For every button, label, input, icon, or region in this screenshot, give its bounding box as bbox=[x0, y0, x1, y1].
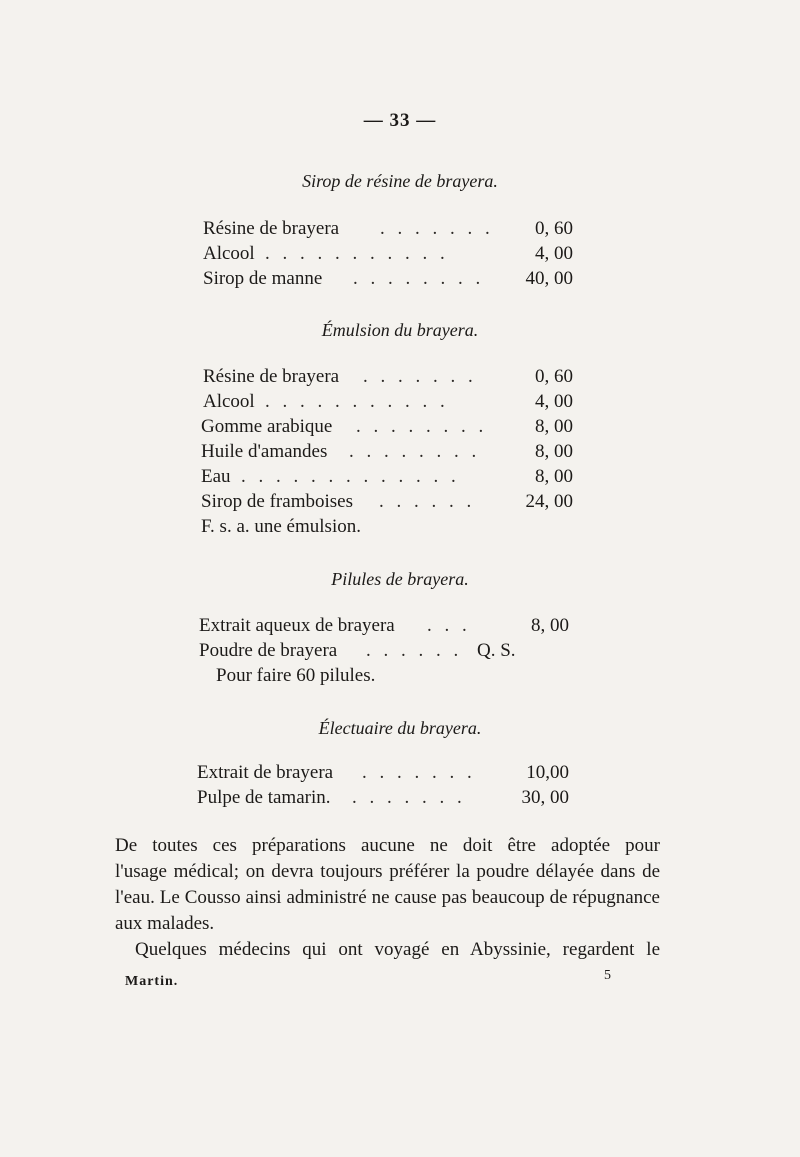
ingredient-amount: 24, 00 bbox=[525, 491, 573, 512]
text-line: Quelques médecins qui ont voyagé en Abyssinie, regardent le bbox=[135, 939, 660, 960]
section-title-emulsion: Émulsion du brayera. bbox=[321, 320, 479, 340]
section-title-electuaire: Électuaire du brayera. bbox=[318, 718, 482, 738]
body-paragraph bbox=[135, 937, 660, 963]
ingredient-name: Huile d'amandes bbox=[201, 441, 328, 462]
text-line: aux malades. bbox=[115, 913, 215, 934]
ingredient-name: Extrait de brayera bbox=[197, 762, 334, 783]
dot-leader: . . . . . . . bbox=[362, 762, 476, 783]
section-title-sirop: Sirop de résine de brayera. bbox=[302, 171, 498, 191]
text-line: l'eau. Le Cousso ainsi administré ne cause pas beaucoup de répugnance bbox=[115, 887, 660, 908]
signature-mark: 5 bbox=[604, 968, 611, 983]
ingredient-amount: 4, 00 bbox=[535, 391, 573, 412]
section-title-pilules: Pilules de brayera. bbox=[331, 569, 469, 589]
ingredient-name: Alcool bbox=[203, 391, 255, 412]
ingredient-name: Résine de brayera bbox=[203, 218, 340, 239]
ingredient-amount: 8, 00 bbox=[531, 615, 569, 636]
ingredient-name: Résine de brayera bbox=[203, 366, 340, 387]
ingredient-name: Alcool bbox=[203, 243, 255, 264]
dot-leader: . . . . . . . . . . . . . bbox=[241, 466, 460, 487]
ingredient-name: Pulpe de tamarin. bbox=[197, 787, 331, 808]
ingredient-name: Sirop de manne bbox=[203, 268, 323, 289]
recipe-row bbox=[197, 762, 569, 788]
recipe-row bbox=[203, 366, 573, 392]
dot-leader: . . . bbox=[427, 615, 471, 636]
ingredient-amount: 8, 00 bbox=[535, 416, 573, 437]
text-line: De toutes ces préparations aucune ne doit être adoptée pour bbox=[115, 835, 660, 856]
preparation-note: Pour faire 60 pilules. bbox=[216, 665, 376, 686]
ingredient-amount: 4, 00 bbox=[535, 243, 573, 264]
ingredient-amount: 30, 00 bbox=[521, 787, 569, 808]
body-paragraph bbox=[115, 833, 660, 937]
ingredient-amount: 8, 00 bbox=[535, 441, 573, 462]
recipe-row bbox=[203, 268, 573, 294]
text-line: l'usage médical; on devra toujours préférer la poudre délayée dans de bbox=[115, 861, 660, 882]
ingredient-amount: Q. S. bbox=[477, 640, 516, 661]
recipe-row bbox=[201, 491, 573, 517]
ingredient-amount: 40, 00 bbox=[525, 268, 573, 289]
preparation-note: F. s. a. une émulsion. bbox=[201, 516, 361, 537]
ingredient-name: Gomme arabique bbox=[201, 416, 333, 437]
recipe-row bbox=[201, 466, 573, 492]
recipe-row bbox=[197, 787, 569, 813]
recipe-row bbox=[199, 640, 569, 666]
ingredient-name: Extrait aqueux de brayera bbox=[199, 615, 395, 636]
dot-leader: . . . . . . . . bbox=[353, 268, 485, 289]
ingredient-amount: 8, 00 bbox=[535, 466, 573, 487]
recipe-row bbox=[203, 243, 573, 269]
dot-leader: . . . . . . . bbox=[363, 366, 477, 387]
dot-leader: . . . . . . . . bbox=[349, 441, 481, 462]
author-footer: Martin. bbox=[125, 974, 179, 989]
dot-leader: . . . . . . . . bbox=[356, 416, 488, 437]
dot-leader: . . . . . . . bbox=[352, 787, 466, 808]
ingredient-name: Poudre de brayera bbox=[199, 640, 338, 661]
ingredient-amount: 0, 60 bbox=[535, 366, 573, 387]
recipe-row bbox=[201, 416, 573, 442]
dot-leader: . . . . . . bbox=[379, 491, 476, 512]
ingredient-name: Sirop de framboises bbox=[201, 491, 353, 512]
dot-leader: . . . . . . bbox=[366, 640, 463, 661]
recipe-row bbox=[203, 218, 573, 244]
recipe-row bbox=[203, 391, 573, 417]
page-number: — 33 — bbox=[363, 110, 437, 131]
recipe-row bbox=[201, 441, 573, 467]
dot-leader: . . . . . . . bbox=[380, 218, 494, 239]
ingredient-amount: 0, 60 bbox=[535, 218, 573, 239]
ingredient-name: Eau bbox=[201, 466, 231, 487]
recipe-row bbox=[199, 615, 569, 641]
ingredient-amount: 10,00 bbox=[526, 762, 569, 783]
dot-leader: . . . . . . . . . . . bbox=[265, 391, 449, 412]
dot-leader: . . . . . . . . . . . bbox=[265, 243, 449, 264]
